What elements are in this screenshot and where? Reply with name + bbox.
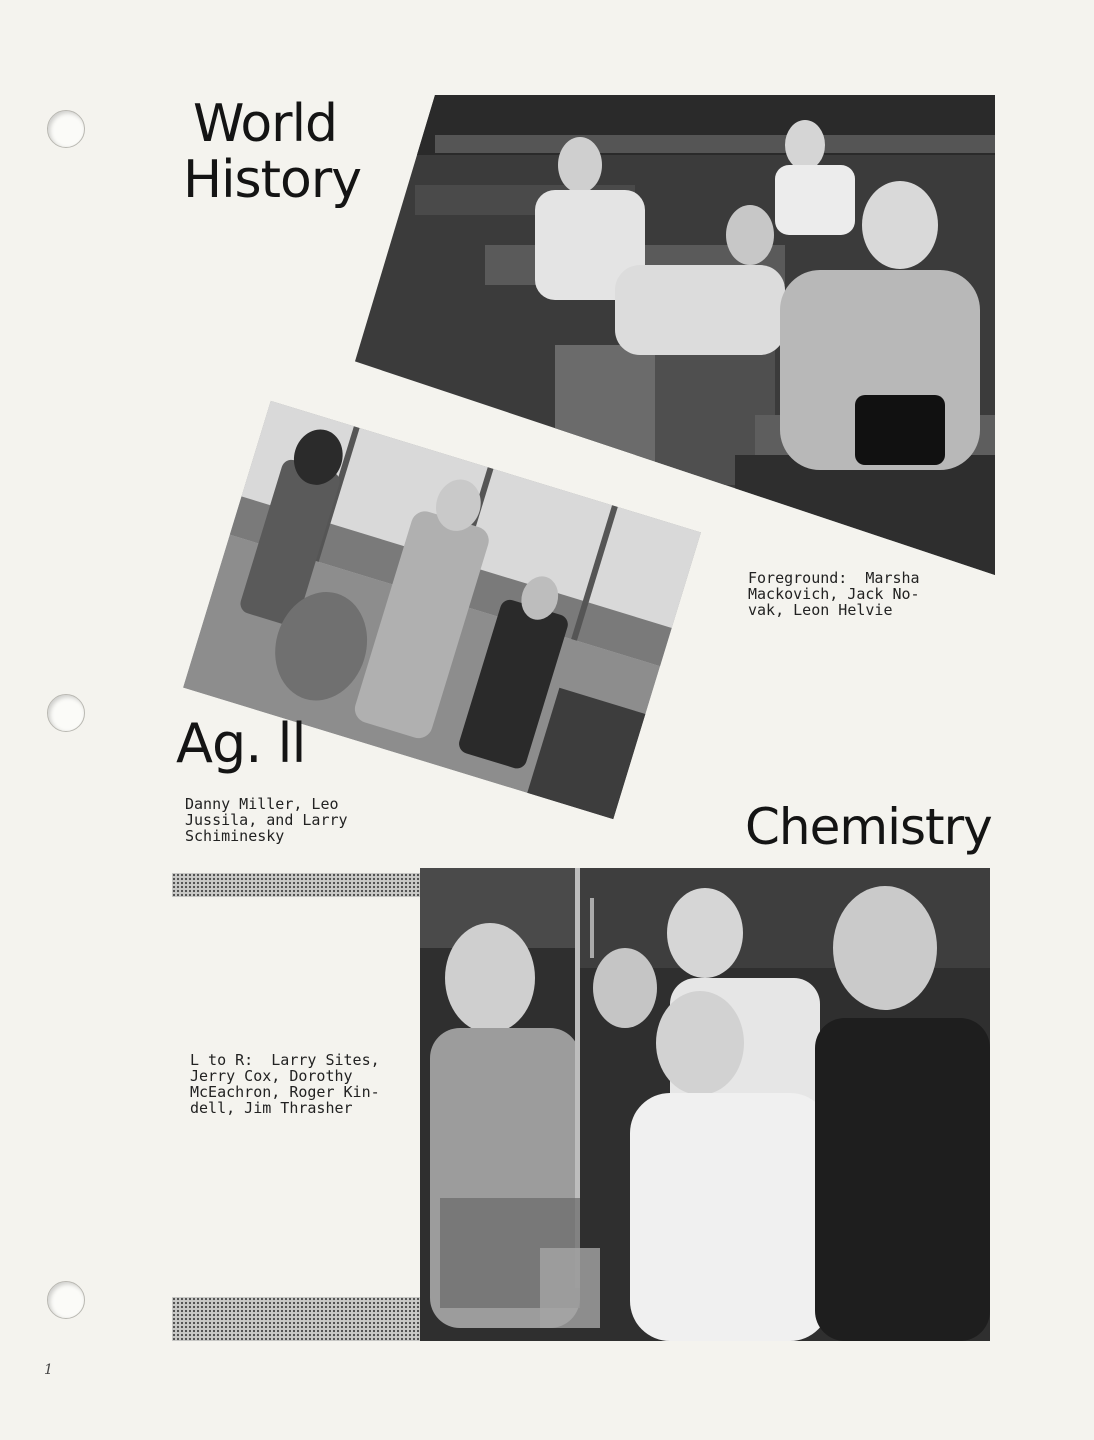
world-history-title-line1: World	[193, 94, 338, 154]
chemistry-lab-photo	[420, 868, 990, 1341]
binder-hole-middle	[47, 694, 85, 732]
binder-hole-top	[47, 110, 85, 148]
ag-title: Ag. ll	[176, 712, 306, 775]
binder-hole-bottom	[47, 1281, 85, 1319]
halftone-bar-top	[172, 873, 422, 897]
ag-caption: Danny Miller, Leo Jussila, and Larry Schiminesky	[185, 795, 348, 845]
world-history-title	[183, 94, 361, 210]
chemistry-caption: L to R: Larry Sites, Jerry Cox, Dorothy McEachron, Roger Kin- dell, Jim Thrasher	[190, 1051, 380, 1117]
halftone-bar-bottom	[172, 1297, 422, 1341]
world-history-title-line2: History	[183, 150, 361, 210]
page-mark: 1	[44, 1362, 53, 1378]
chemistry-title: Chemistry	[745, 798, 992, 856]
world-history-caption: Foreground: Marsha Mackovich, Jack No- vak, Leon Helvie	[748, 569, 920, 619]
